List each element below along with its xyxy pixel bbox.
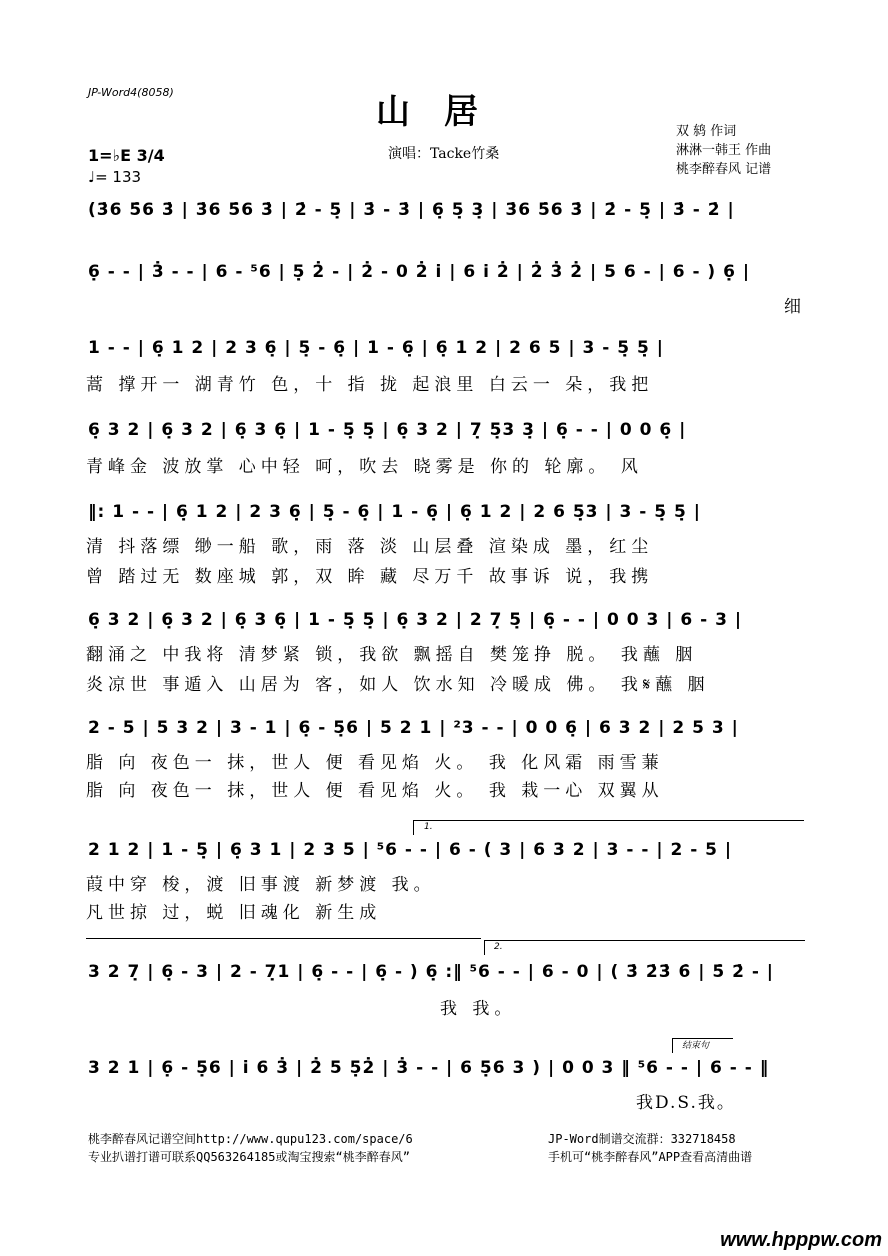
lyric-row-7a: 脂 向 夜色一 抹，世人 便 看见焰 火。 我 化风霜 雨雪蒹: [86, 753, 664, 773]
lyric-row-5a: 清 抖落缥 缈一船 歌，雨 落 淡 山层叠 渲染成 墨，红尘: [86, 537, 654, 557]
footer-left-1: 桃李醉春风记谱空间http://www.qupu123.com/space/6: [88, 1132, 413, 1146]
volta-1-bracket: [413, 820, 804, 835]
score-row-7: 2 - 5 | 5 3 2 | 3 - 1 | 6̣ - 5̣6 | 5 2 1 | ²3 - - | 0 0 6̣ | 6 3 2 | 2 5 3 |: [88, 718, 739, 738]
key-signature: 1=♭E 3/4: [88, 146, 165, 165]
lyric-row-6a: 翻涌之 中我将 清梦紧 锁，我欲 飘摇自 樊笼挣 脱。 我蘸 胭: [86, 645, 698, 665]
credits: [676, 122, 771, 179]
score-row-9: 3 2 7̣ | 6̣ - 3 | 2 - 7̣1 | 6̣ - - | 6̣ - ) 6̣ :‖ ⁵6 - - | 6 - 0 | ( 3̇ 2̇3̇ 6̇ | 5̇ 2̇ - |: [88, 962, 775, 982]
song-title: 山居: [376, 92, 512, 132]
lyric-row-2: 细: [784, 297, 804, 317]
volta-1-label: 1.: [424, 822, 433, 832]
score-row-3: 1 - - | 6̣ 1 2 | 2 3 6̣ | 5̣ - 6̣ | 1 - 6̣ | 6̣ 1 2 | 2 6 5 | 3 - 5̣ 5̣ |: [88, 338, 664, 358]
lyric-row-10: 我D.S.我。: [636, 1093, 736, 1113]
lyricist: 双 鸫 作词: [676, 124, 737, 139]
lyric-row-5b: 曾 踏过无 数座城 郭，双 眸 藏 尽万千 故事诉 说，我携: [86, 567, 654, 587]
lyric-row-4: 青峰金 波放掌 心中轻 呵，吹去 晓雾是 你的 轮廓。 风: [86, 457, 643, 477]
transcriber: 桃李醉春风 记谱: [676, 162, 772, 177]
score-row-10: 3 2 1 | 6̣ - 5̣6 | i 6 3̇ | 2̇ 5 5̣2̇ | 3̇ - - | 6 5̣6 3 ) | 0 0 3 ‖ ⁵6 - - | 6 - - ‖: [88, 1058, 770, 1078]
singer: 演唱：Tacke竹桑: [388, 146, 500, 162]
composer: 淋淋一韩王 作曲: [676, 143, 772, 158]
volta-1-continuation: [86, 938, 481, 939]
volta-2-label: 2.: [494, 942, 503, 952]
lyric-row-9: 我 我。: [440, 999, 517, 1019]
lyric-row-8b: 凡世掠 过，蜕 旧魂化 新生成: [86, 903, 382, 923]
site-watermark: www.hpppw.com: [720, 1229, 882, 1251]
score-row-4: 6̣ 3 2 | 6̣ 3 2 | 6̣ 3 6̣ | 1 - 5̣ 5̣ | 6̣ 3 2 | 7̣ 5̣3 3̣ | 6̣ - - | 0 0 6̣ |: [88, 420, 687, 440]
score-row-6: 6̣ 3 2 | 6̣ 3 2 | 6̣ 3 6̣ | 1 - 5̣ 5̣ | 6̣ 3 2 | 2 7̣ 5̣ | 6̣ - - | 0 0 3 | 6 - 3 |: [88, 610, 743, 630]
footer-left-2: 专业扒谱打谱可联系QQ563264185或淘宝搜索“桃李醉春风”: [88, 1150, 410, 1164]
volta-2-bracket: [484, 940, 805, 955]
software-tag: JP-Word4(8058): [88, 86, 174, 99]
score-row-2: 6̣ - - | 3̇ - - | 6 - ⁵6 | 5̣ 2̇ - | 2̇ - 0 2̇ i | 6 i 2̇ | 2̇ 3̇ 2̇ | 5 6 - | 6 - ) 6̣ |: [88, 262, 751, 282]
lyric-row-3: 蒿 撑开一 湖青竹 色，十 指 拢 起浪里 白云一 朵，我把: [86, 375, 654, 395]
lyric-row-6b: 炎凉世 事遁入 山居为 客，如人 饮水知 冷暖成 佛。 我𝄋蘸 胭: [86, 675, 710, 695]
coda-label: 结束句: [682, 1041, 710, 1051]
score-row-8: 2 1 2 | 1 - 5̣ | 6̣ 3 1 | 2 3 5 | ⁵6 - - | 6 - ( 3 | 6 3 2 | 3 - - | 2 - 5 |: [88, 840, 733, 860]
score-row-1: (3̇6 5̇6 3̇ | 3̇6 5̇6 3̇ | 2̇ - 5̣ | 3̇ - 3̇ | 6̣ 5̣ 3̣ | 3̇6 5̇6 3̇ | 2̇ - 5̣ | 3̇ - 2̇ |: [88, 200, 735, 220]
lyric-row-7b: 脂 向 夜色一 抹，世人 便 看见焰 火。 我 栽一心 双翼从: [86, 781, 664, 801]
footer-right-1: JP-Word制谱交流群：332718458: [548, 1132, 736, 1146]
footer-right-2: 手机可“桃李醉春风”APP查看高清曲谱: [548, 1150, 753, 1164]
tempo: ♩= 133: [88, 168, 142, 186]
score-row-5: ‖: 1 - - | 6̣ 1 2 | 2 3 6̣ | 5̣ - 6̣ | 1 - 6̣ | 6̣ 1 2 | 2 6 5̣3 | 3 - 5̣ 5̣ |: [88, 502, 701, 522]
lyric-row-8a: 葭中穿 梭，渡 旧事渡 新梦渡 我。: [86, 875, 436, 895]
